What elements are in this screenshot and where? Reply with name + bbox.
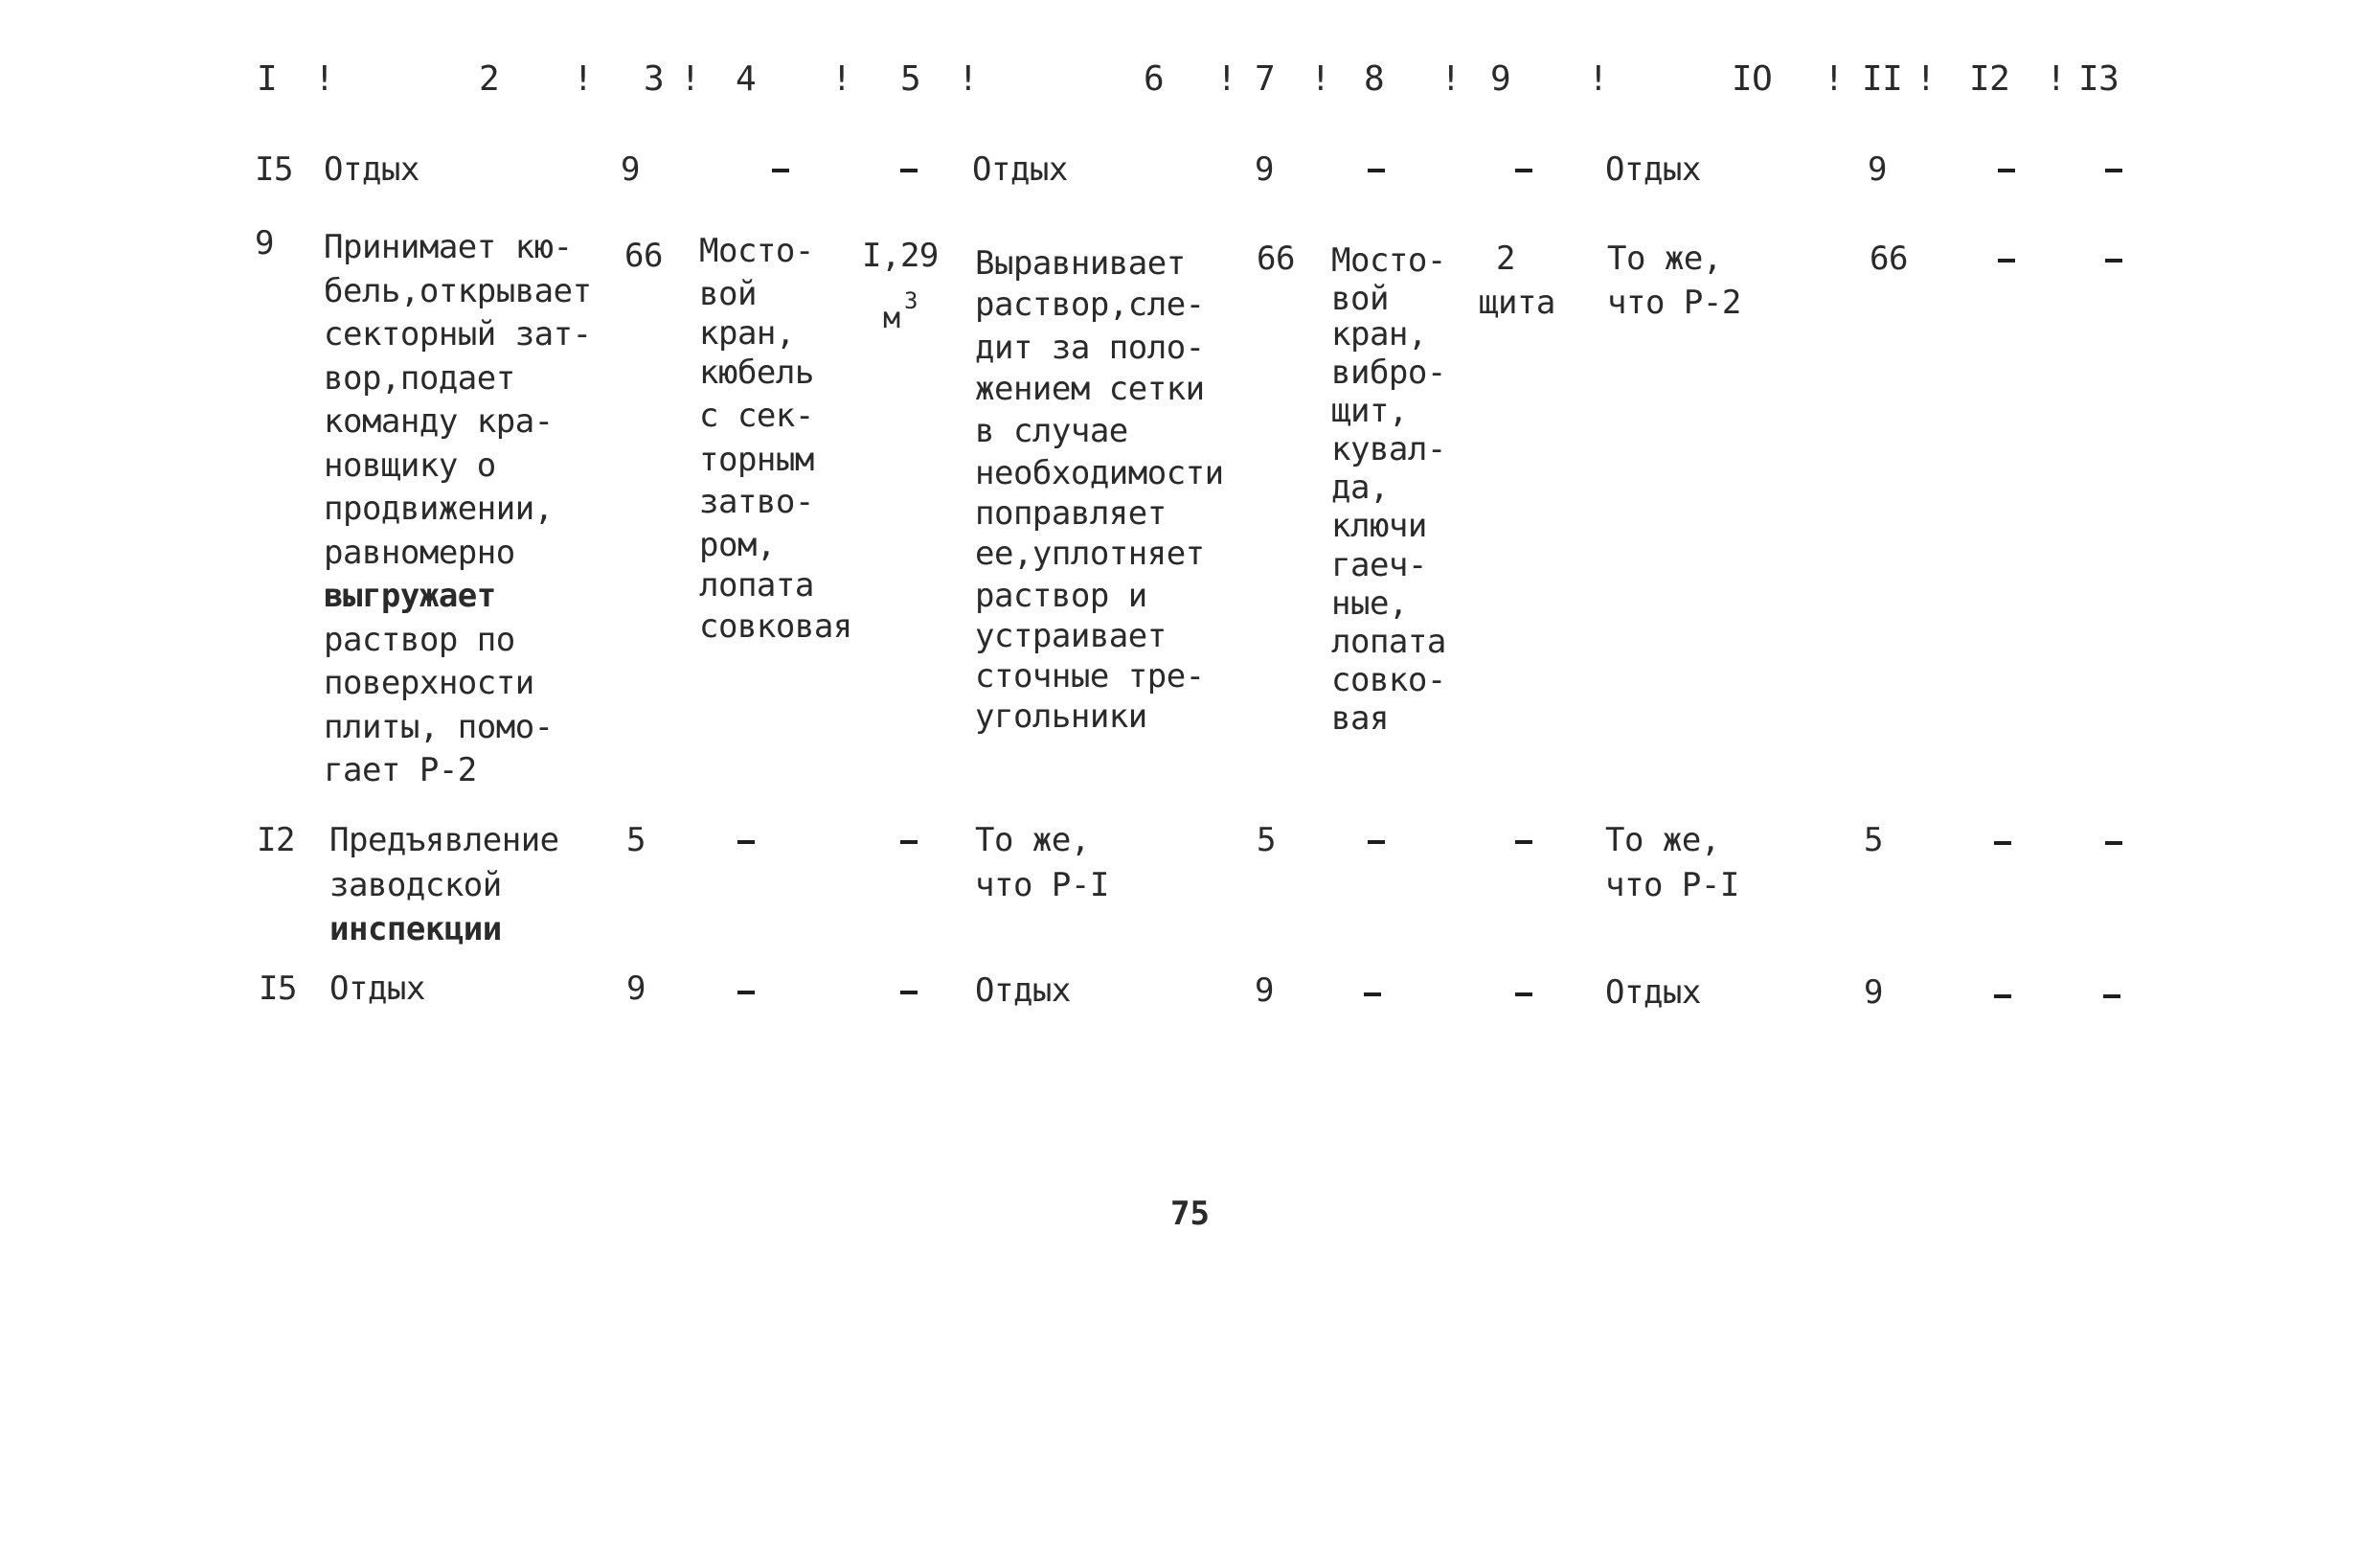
- header-col-4: 4: [736, 59, 757, 99]
- dash: [1515, 169, 1532, 172]
- time-value: 9: [1255, 150, 1274, 189]
- time-value: 9: [621, 150, 640, 189]
- time-value: 9: [626, 969, 646, 1008]
- text-line: вой: [1331, 280, 1389, 318]
- time-value: 5: [1864, 821, 1883, 859]
- quantity-unit: щита: [1479, 284, 1555, 322]
- operation-text: Отдых: [972, 150, 1068, 189]
- dash: [900, 840, 918, 844]
- text-line: поправляет: [975, 494, 1167, 533]
- unit-superscript: 3: [904, 287, 918, 314]
- operation-text: заводской: [329, 866, 502, 904]
- operation-text: Отдых: [975, 971, 1071, 1010]
- header-sep: !: [1310, 59, 1331, 99]
- text-line: плиты, помо-: [324, 707, 554, 746]
- operation-text: Отдых: [329, 969, 425, 1008]
- header-sep: !: [2046, 59, 2067, 99]
- text-line: необходимости: [975, 454, 1224, 492]
- header-col-10: IO: [1732, 59, 1773, 99]
- text-line: да,: [1331, 468, 1389, 507]
- dash: [1998, 259, 2015, 262]
- text-line: лопата: [699, 566, 814, 604]
- text-line: затво-: [699, 483, 814, 521]
- dash: [1994, 841, 2011, 845]
- row-number: I2: [257, 821, 295, 859]
- time-value: 66: [624, 237, 663, 275]
- text-line: вибро-: [1331, 354, 1446, 392]
- text-line: продвижении,: [324, 490, 554, 528]
- text-line: Мосто-: [1331, 241, 1446, 280]
- header-sep: !: [958, 59, 979, 99]
- text-line: поверхности: [324, 664, 534, 702]
- dash: [1998, 169, 2015, 172]
- text-line: раствор,сле-: [975, 285, 1205, 324]
- text-line: вой: [699, 275, 757, 313]
- dash: [2105, 169, 2122, 172]
- text-line: вая: [1331, 699, 1389, 738]
- text-line: бель,открывает: [324, 271, 592, 310]
- text-line: ные,: [1331, 584, 1408, 623]
- time-value: 9: [1864, 973, 1883, 1012]
- time-value: 9: [1868, 150, 1887, 189]
- dash: [900, 991, 918, 994]
- text-line: гает Р-2: [324, 751, 477, 789]
- header-sep: !: [1824, 59, 1845, 99]
- dash: [1515, 992, 1532, 996]
- row-number: I5: [255, 150, 293, 189]
- dash: [1364, 992, 1381, 996]
- text-line: щит,: [1331, 392, 1408, 430]
- text-line: гаеч-: [1331, 546, 1427, 584]
- dash: [772, 169, 789, 172]
- quantity-value: 2: [1496, 239, 1515, 278]
- text-line: торным: [699, 441, 814, 479]
- header-col-6: 6: [1144, 59, 1165, 99]
- header-col-3: 3: [644, 59, 665, 99]
- page-number: 75: [1170, 1195, 1210, 1233]
- dash: [2105, 259, 2122, 262]
- dash: [737, 840, 755, 844]
- operation-text: Предъявление: [329, 821, 559, 859]
- dash: [2105, 841, 2122, 845]
- header-sep: !: [680, 59, 701, 99]
- dash: [900, 169, 918, 172]
- operation-text: Отдых: [1605, 150, 1701, 189]
- row-number: I5: [259, 969, 297, 1008]
- text-line: кюбель: [699, 354, 814, 392]
- operation-text: что Р-I: [1605, 866, 1739, 904]
- text-line: совковая: [699, 607, 852, 646]
- unit-label: м: [883, 302, 901, 335]
- text-line: кран,: [1331, 315, 1427, 354]
- operation-text: инспекции: [329, 910, 502, 948]
- text-line: кран,: [699, 314, 795, 353]
- header-col-7: 7: [1255, 59, 1276, 99]
- text-line: дит за поло-: [975, 329, 1205, 367]
- time-value: 9: [1255, 971, 1274, 1010]
- header-col-1: I: [257, 59, 278, 99]
- text-line: команду кра-: [324, 402, 554, 441]
- header-sep: !: [1440, 59, 1462, 99]
- text-line: кувал-: [1331, 430, 1446, 468]
- time-value: 5: [1257, 821, 1276, 859]
- dash: [1515, 840, 1532, 844]
- dash: [1994, 994, 2011, 998]
- text-line: раствор и: [975, 577, 1147, 615]
- operation-text: что Р-2: [1607, 284, 1741, 322]
- time-value: 66: [1257, 239, 1295, 278]
- dash: [2103, 994, 2120, 998]
- time-value: 66: [1870, 239, 1908, 278]
- text-line: лопата: [1331, 623, 1446, 661]
- text-line: ее,уплотняет: [975, 535, 1205, 573]
- header-sep: !: [1216, 59, 1237, 99]
- time-value: 5: [626, 821, 646, 859]
- text-line: секторный зат-: [324, 315, 592, 354]
- operation-text: То же,: [975, 821, 1090, 859]
- header-col-2: 2: [479, 59, 500, 99]
- text-line: совко-: [1331, 661, 1446, 699]
- text-line: ром,: [699, 526, 776, 564]
- text-line: в случае: [975, 412, 1128, 450]
- header-sep: !: [1588, 59, 1609, 99]
- dash: [1368, 169, 1385, 172]
- text-line: ключи: [1331, 507, 1427, 545]
- header-col-5: 5: [900, 59, 921, 99]
- header-sep: !: [573, 59, 594, 99]
- operation-text: Отдых: [1605, 973, 1701, 1012]
- dash: [1368, 840, 1385, 844]
- text-line: Принимает кю-: [324, 228, 573, 266]
- quantity-value: I,29: [862, 237, 939, 275]
- text-line: раствор по: [324, 620, 515, 659]
- operation-text: То же,: [1605, 821, 1720, 859]
- text-line: вор,подает: [324, 358, 515, 398]
- header-sep: !: [314, 59, 335, 99]
- text-line: с сек-: [699, 397, 814, 435]
- header-col-9: 9: [1490, 59, 1511, 99]
- text-line: устраивает: [975, 617, 1167, 655]
- header-col-11: II: [1862, 59, 1903, 99]
- header-col-13: I3: [2078, 59, 2119, 99]
- dash: [737, 991, 755, 994]
- operation-text: что Р-I: [975, 866, 1109, 904]
- row-number: 9: [255, 224, 274, 262]
- text-line: жением сетки: [975, 370, 1205, 408]
- operation-text: То же,: [1607, 239, 1722, 278]
- text-line: сточные тре-: [975, 657, 1205, 696]
- header-sep: !: [831, 59, 852, 99]
- text-line: новщику о: [324, 445, 496, 485]
- header-col-12: I2: [1969, 59, 2010, 99]
- header-sep: !: [1915, 59, 1937, 99]
- text-line: выгружает: [324, 577, 496, 615]
- text-line: Выравнивает: [975, 244, 1186, 283]
- text-line: угольники: [975, 697, 1147, 736]
- text-line: Мосто-: [699, 232, 814, 270]
- header-col-8: 8: [1364, 59, 1385, 99]
- text-line: равномерно: [324, 533, 515, 572]
- operation-text: Отдых: [324, 150, 419, 189]
